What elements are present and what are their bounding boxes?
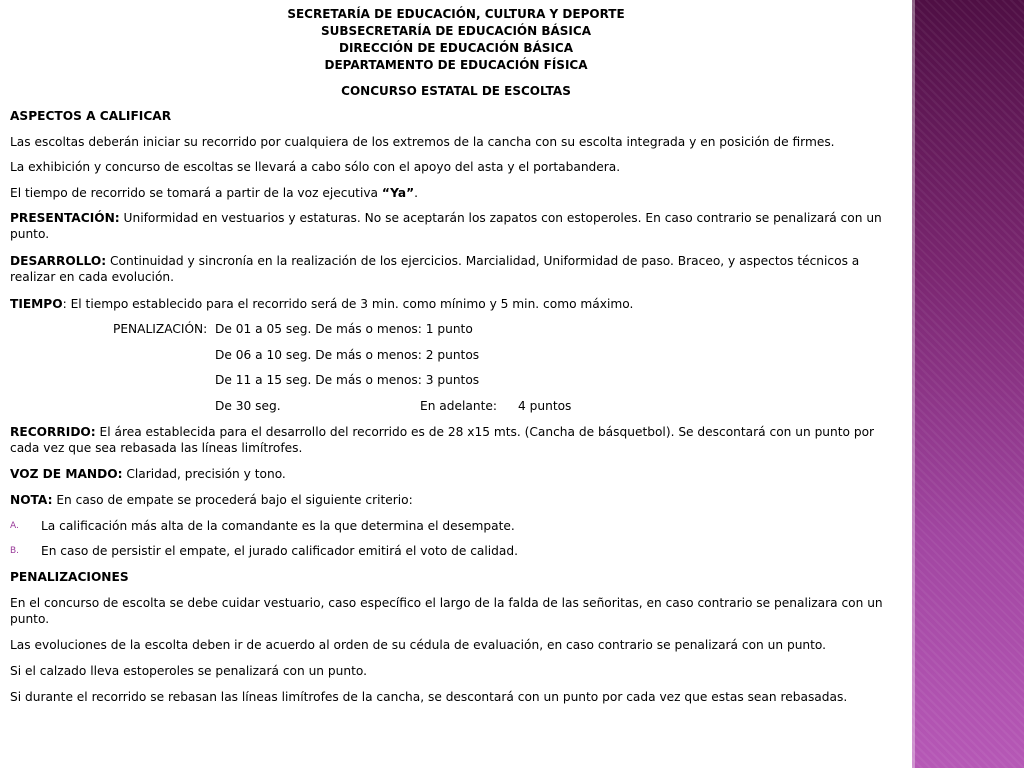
aspects-p3-end: .: [414, 186, 418, 200]
contest-title: CONCURSO ESTATAL DE ESCOLTAS: [341, 84, 571, 98]
desarrollo-text: Continuidad y sincronía en la realización de los ejercicios. Marcialidad, Uniformidad de paso. Braceo, y aspectos técnicos a realizar en cada evolución.: [10, 254, 860, 284]
list-item-b: En caso de persistir el empate, el jurado calificador emitirá el voto de calidad.: [41, 544, 518, 558]
penalizacion-row-1: De 01 a 05 seg. De más o menos: 1 punto: [215, 322, 473, 336]
list-marker-a: A.: [10, 521, 19, 531]
presentacion-text: Uniformidad en vestuarios y estaturas. No se aceptarán los zapatos con estoperoles. En caso contrario se penalizará con un punto.: [10, 211, 882, 241]
tiempo-paragraph: [10, 296, 902, 312]
voz-label: VOZ DE MANDO:: [10, 467, 123, 481]
desarrollo-paragraph: [10, 253, 902, 285]
aspects-paragraph-2: La exhibición y concurso de escoltas se llevará a cabo sólo con el apoyo del asta y el portabandera.: [10, 160, 621, 174]
penalizacion-row-4-b: En adelante:: [420, 399, 497, 413]
aspects-paragraph-1: Las escoltas deberán iniciar su recorrido por cualquiera de los extremos de la cancha con su escolta integrada y en posición de firmes.: [10, 135, 835, 149]
decorative-side-band: [912, 0, 1024, 768]
tiempo-text: : El tiempo establecido para el recorrido será de 3 min. como mínimo y 5 min. como máximo.: [62, 297, 634, 311]
nota-text: En caso de empate se procederá bajo el siguiente criterio:: [52, 493, 413, 507]
penalizaciones-paragraph-2: Las evoluciones de la escolta deben ir de acuerdo al orden de su cédula de evaluación, en caso contrario se penalizará con un punto.: [10, 638, 827, 652]
presentacion-paragraph: [10, 210, 902, 242]
penalizacion-row-3: De 11 a 15 seg. De más o menos: 3 puntos: [215, 373, 480, 387]
header-line-2: SUBSECRETARÍA DE EDUCACIÓN BÁSICA: [321, 24, 591, 38]
penalizacion-row-4-c: 4 puntos: [518, 399, 572, 413]
penalizaciones-paragraph-3: Si el calzado lleva estoperoles se penalizará con un punto.: [10, 664, 367, 678]
penalizacion-row-2: De 06 a 10 seg. De más o menos: 2 puntos: [215, 348, 480, 362]
penalizaciones-paragraph-4: Si durante el recorrido se rebasan las líneas limítrofes de la cancha, se descontará con un punto por cada vez que estas sean rebasadas.: [10, 690, 848, 704]
header-line-1: SECRETARÍA DE EDUCACIÓN, CULTURA Y DEPORTE: [287, 7, 625, 21]
voz-paragraph: [10, 466, 902, 482]
penalizacion-row-4-a: De 30 seg.: [215, 399, 281, 413]
recorrido-paragraph: [10, 424, 902, 456]
list-item-a: La calificación más alta de la comandante es la que determina el desempate.: [41, 519, 515, 533]
recorrido-label: RECORRIDO:: [10, 425, 96, 439]
penalizaciones-paragraph-1: En el concurso de escolta se debe cuidar vestuario, caso específico el largo de la falda de las señoritas, en caso contrario se penalizara con un punto.: [10, 596, 883, 626]
nota-label: NOTA:: [10, 493, 53, 507]
presentacion-label: PRESENTACIÓN:: [10, 211, 120, 225]
aspects-p3-text: El tiempo de recorrido se tomará a partir de la voz ejecutiva: [10, 186, 382, 200]
list-marker-b: B.: [10, 546, 20, 556]
tiempo-label: TIEMPO: [10, 297, 63, 311]
header-line-4: DEPARTAMENTO DE EDUCACIÓN FÍSICA: [324, 58, 588, 72]
penalizacion-label: PENALIZACIÓN:: [113, 322, 208, 336]
header-line-3: DIRECCIÓN DE EDUCACIÓN BÁSICA: [338, 41, 574, 55]
aspects-p3-quote: “Ya”: [381, 186, 415, 200]
desarrollo-label: DESARROLLO:: [10, 254, 107, 268]
aspects-heading: ASPECTOS A CALIFICAR: [10, 109, 172, 123]
recorrido-text: El área establecida para el desarrollo del recorrido es de 28 x15 mts. (Cancha de básquetbol). Se descontará con un punto por cada vez que sea rebasada las líneas limítrofes.: [10, 425, 875, 455]
nota-paragraph: [10, 492, 902, 508]
aspects-paragraph-3: [10, 185, 902, 201]
voz-text: Claridad, precisión y tono.: [122, 467, 286, 481]
penalizaciones-heading: PENALIZACIONES: [10, 570, 129, 584]
